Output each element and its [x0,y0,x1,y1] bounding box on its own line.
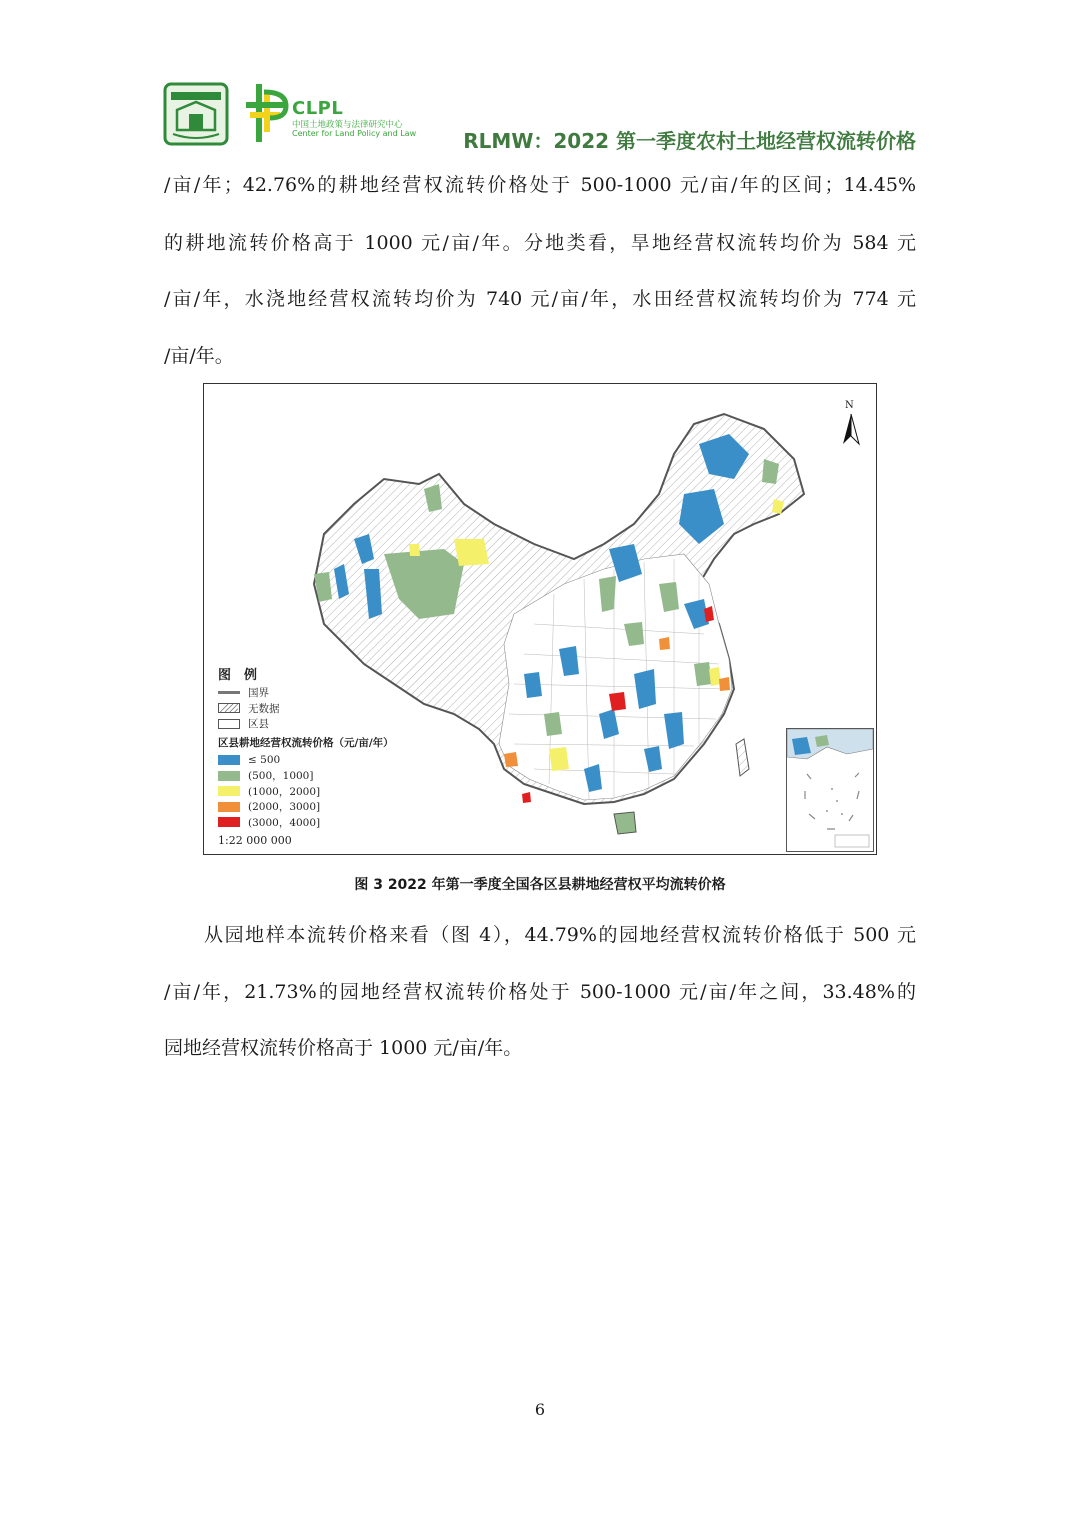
county-swatch-icon [218,719,240,729]
paragraph-line: /亩/年，水浇地经营权流转均价为 740 元/亩/年，水田经营权流转均价为 774 元 [164,288,916,310]
clpl-english-name: Center for Land Policy and Law [292,129,417,138]
legend-class-label: (500，1000] [248,770,314,783]
north-label: N [845,400,854,411]
header-title: RLMW：2022 第一季度农村土地经营权流转价格 [463,129,916,153]
legend-nodata [218,701,394,717]
legend-color-swatch [218,802,240,812]
legend-color-swatch [218,817,240,827]
legend-color-swatch [218,755,240,765]
university-seal-icon [163,82,229,146]
legend-classes [218,753,394,831]
legend-price-heading: 区县耕地经营权流转价格（元/亩/年） [218,736,394,749]
legend-color-swatch [218,786,240,796]
hatch-swatch-icon [218,703,240,713]
legend-class-row [218,799,394,815]
paragraph-line: /亩/年，21.73%的园地经营权流转价格处于 500-1000 元/亩/年之间，33.48%的 [164,981,916,1003]
paragraph-line: /亩/年；42.76%的耕地经营权流转价格处于 500-1000 元/亩/年的区间；14.45% [164,174,916,196]
paragraph-line: /亩/年。 [164,345,234,367]
legend-class-label: (2000，3000] [248,801,321,814]
legend-class-label: ≤ 500 [248,754,281,767]
inset-map-shape [787,729,873,851]
legend-class-label: (3000，4000] [248,816,321,829]
legend-class-label: (1000，2000] [248,785,321,798]
legend-class-row [218,753,394,769]
paragraph-line: 的耕地流转价格高于 1000 元/亩/年。分地类看，旱地经营权流转均价为 584 元 [164,232,916,254]
page-number: 6 [534,1400,546,1419]
map-legend [218,664,394,847]
boundary-line-icon [218,691,240,694]
legend-county [218,716,394,732]
legend-label: 国界 [248,687,269,700]
legend-class-row [218,768,394,784]
map-scale: 1:22 000 000 [218,834,292,847]
clpl-mark-icon [246,82,290,144]
china-price-map [203,383,877,855]
clpl-logo-text: CLPL [292,98,344,119]
figure-caption: 图 3 2022 年第一季度全国各区县耕地经营权平均流转价格 [354,877,726,893]
paragraph-line: 从园地样本流转价格来看（图 4），44.79%的园地经营权流转价格低于 500 元 [204,924,916,946]
paragraph-line: 园地经营权流转价格高于 1000 元/亩/年。 [164,1037,523,1059]
legend-boundary [218,685,394,701]
clpl-chinese-name: 中国土地政策与法律研究中心 [292,120,403,130]
legend-label: 区县 [248,718,269,731]
legend-class-row [218,784,394,800]
south-china-sea-inset [786,728,874,852]
clpl-logo [246,82,436,144]
legend-title: 图 例 [218,668,258,683]
legend-color-swatch [218,771,240,781]
legend-class-row [218,815,394,831]
legend-label: 无数据 [248,702,280,715]
